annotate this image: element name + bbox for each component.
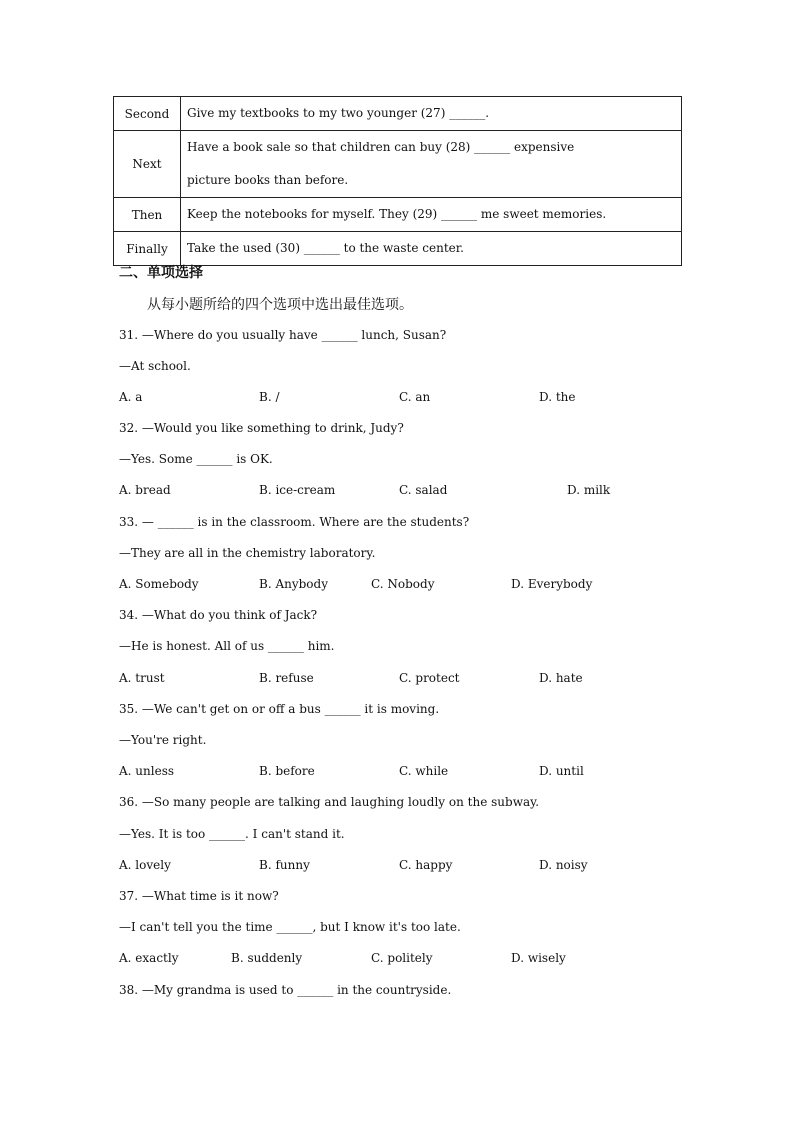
option-a: A. exactly	[119, 951, 179, 965]
option-d: D. until	[539, 764, 584, 778]
table-row	[114, 232, 682, 266]
step-text-line: Have a book sale so that children can buy (28) ______ expensive	[187, 140, 575, 154]
step-text	[181, 198, 682, 232]
reply-37: —I can't tell you the time ______, but I know it's too late.	[119, 920, 461, 934]
option-b: B. Anybody	[259, 577, 328, 591]
option-b: B. ice-cream	[259, 483, 336, 497]
step-text-line: Keep the notebooks for myself. They (29) ______ me sweet memories.	[187, 207, 607, 221]
question-38: 38. —My grandma is used to ______ in the countryside.	[119, 983, 452, 997]
question-32: 32. —Would you like something to drink, Judy?	[119, 421, 404, 435]
option-a: A. trust	[119, 671, 165, 685]
step-text-line: picture books than before.	[187, 173, 349, 187]
reply-31: —At school.	[119, 359, 191, 373]
step-text	[181, 232, 682, 266]
step-text-line: Give my textbooks to my two younger (27) ______.	[187, 106, 490, 120]
option-c: C. while	[399, 764, 449, 778]
option-c: C. Nobody	[371, 577, 435, 591]
option-a: A. a	[119, 390, 143, 404]
option-b: B. refuse	[259, 671, 314, 685]
table-row	[114, 198, 682, 232]
reply-35: —You're right.	[119, 733, 207, 747]
option-c: C. happy	[399, 858, 453, 872]
question-33: 33. — ______ is in the classroom. Where are the students?	[119, 515, 470, 529]
option-b: B. funny	[259, 858, 310, 872]
option-b: B. before	[259, 764, 315, 778]
option-c: C. protect	[399, 671, 460, 685]
option-d: D. hate	[539, 671, 583, 685]
option-c: C. an	[399, 390, 431, 404]
question-36: 36. —So many people are talking and laughing loudly on the subway.	[119, 795, 540, 809]
option-d: D. Everybody	[511, 577, 593, 591]
step-label: Second	[114, 97, 181, 131]
step-text	[181, 131, 682, 198]
section-instruction: 从每小题所给的四个选项中选出最佳选项。	[147, 297, 413, 313]
section-title: 二、单项选择	[119, 265, 203, 281]
step-label: Then	[114, 198, 181, 232]
option-c: C. salad	[399, 483, 448, 497]
step-text	[181, 97, 682, 131]
question-31: 31. —Where do you usually have ______ lunch, Susan?	[119, 328, 447, 342]
table-row	[114, 131, 682, 198]
table-row	[114, 97, 682, 131]
question-35: 35. —We can't get on or off a bus ______ it is moving.	[119, 702, 440, 716]
option-a: A. bread	[119, 483, 171, 497]
reply-33: —They are all in the chemistry laboratory.	[119, 546, 376, 560]
option-a: A. lovely	[119, 858, 171, 872]
option-d: D. the	[539, 390, 576, 404]
option-b: B. suddenly	[231, 951, 303, 965]
plan-table	[113, 96, 682, 266]
option-a: A. unless	[119, 764, 175, 778]
question-37: 37. —What time is it now?	[119, 889, 279, 903]
reply-36: —Yes. It is too ______. I can't stand it.	[119, 827, 345, 841]
option-d: D. milk	[567, 483, 611, 497]
option-d: D. wisely	[511, 951, 566, 965]
option-b: B. /	[259, 390, 280, 404]
step-label: Finally	[114, 232, 181, 266]
step-text-line: Take the used (30) ______ to the waste center.	[187, 241, 464, 255]
reply-32: —Yes. Some ______ is OK.	[119, 452, 273, 466]
question-34: 34. —What do you think of Jack?	[119, 608, 318, 622]
option-d: D. noisy	[539, 858, 588, 872]
step-label: Next	[114, 131, 181, 198]
reply-34: —He is honest. All of us ______ him.	[119, 639, 335, 653]
option-a: A. Somebody	[119, 577, 199, 591]
option-c: C. politely	[371, 951, 433, 965]
